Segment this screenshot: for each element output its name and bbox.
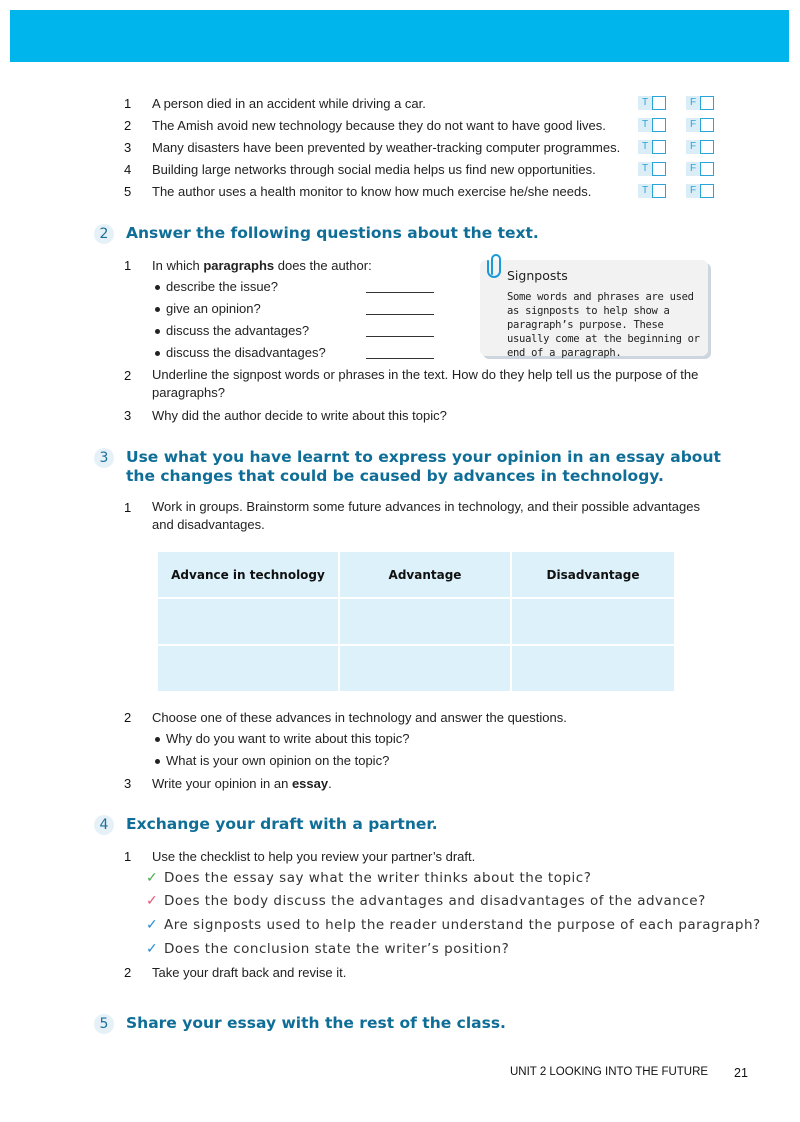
table-row (157, 598, 675, 645)
answer-blank[interactable] (366, 336, 434, 337)
tf-item-text: Many disasters have been prevented by weather-tracking computer programmes. (152, 140, 621, 155)
bullet-icon (155, 737, 160, 742)
tf-item-number: 1 (124, 96, 132, 111)
bullet-text: discuss the disadvantages? (166, 345, 326, 360)
false-checkbox[interactable]: F (686, 162, 716, 176)
section-heading: Exchange your draft with a partner. (126, 815, 438, 833)
tf-item-text: A person died in an accident while driving a car. (152, 96, 426, 111)
question-text: Why did the author decide to write about this topic? (152, 408, 447, 423)
table-cell[interactable] (157, 645, 339, 692)
question-text: Work in groups. Brainstorm some future advances in technology, and their possible advantages and disadvantages. (152, 499, 700, 532)
false-checkbox[interactable]: F (686, 118, 716, 132)
question-text: Underline the signpost words or phrases in the text. How do they help tell us the purpose of the paragraphs? (152, 367, 699, 400)
tf-item-text: The Amish avoid new technology because they do not want to have good lives. (152, 118, 606, 133)
page-number: 21 (734, 1066, 748, 1080)
section-heading: Use what you have learnt to express your opinion in an essay about the changes that could be caused by advances in technology. (126, 448, 721, 485)
checkmark-icon: ✓ (146, 892, 158, 908)
signposts-callout (480, 260, 708, 359)
question-number: 2 (124, 710, 132, 725)
paperclip-icon (486, 254, 504, 278)
bullet-text: describe the issue? (166, 279, 279, 294)
bullet-text: What is your own opinion on the topic? (166, 753, 390, 768)
tf-item-number: 2 (124, 118, 132, 133)
answer-blank[interactable] (366, 358, 434, 359)
table-row (157, 645, 675, 692)
table-header-row (157, 551, 675, 598)
question-text: Use the checklist to help you review your partner’s draft. (152, 849, 476, 864)
bullet-text: discuss the advantages? (166, 323, 310, 338)
table-cell[interactable] (157, 598, 339, 645)
question-number: 3 (124, 776, 132, 791)
table-cell[interactable] (339, 598, 511, 645)
true-checkbox[interactable]: T (638, 96, 668, 110)
question-text: Choose one of these advances in technology and answer the questions. (152, 710, 567, 725)
tf-item-number: 4 (124, 162, 132, 177)
section-heading: Answer the following questions about the text. (126, 224, 539, 242)
true-checkbox[interactable]: T (638, 162, 668, 176)
bullet-icon (155, 759, 160, 764)
bullet-icon (155, 307, 160, 312)
tf-item-number: 3 (124, 140, 132, 155)
callout-title: Signposts (507, 268, 568, 283)
table-cell[interactable] (339, 645, 511, 692)
true-checkbox[interactable]: T (638, 140, 668, 154)
footer-unit-title: UNIT 2 LOOKING INTO THE FUTURE (510, 1066, 709, 1078)
bullet-icon (155, 351, 160, 356)
question-number: 2 (124, 965, 132, 980)
table-cell[interactable] (511, 598, 675, 645)
checklist-item: Does the essay say what the writer thinks about the topic? (164, 870, 592, 886)
question-text: Take your draft back and revise it. (152, 965, 347, 980)
question-number: 3 (124, 408, 132, 423)
bullet-icon (155, 329, 160, 334)
question-number: 1 (124, 500, 132, 515)
question-number: 1 (124, 849, 132, 864)
tf-item-number: 5 (124, 184, 132, 199)
table-cell[interactable] (511, 645, 675, 692)
table-header-cell: Disadvantage (511, 551, 675, 598)
tf-item-text: The author uses a health monitor to know how much exercise he/she needs. (152, 184, 592, 199)
true-checkbox[interactable]: T (638, 118, 668, 132)
checklist-item: Does the body discuss the advantages and disadvantages of the advance? (164, 893, 706, 909)
section-number: 5 (94, 1014, 114, 1034)
false-checkbox[interactable]: F (686, 140, 716, 154)
question-number: 2 (124, 368, 132, 383)
question-number: 1 (124, 258, 132, 273)
true-checkbox[interactable]: T (638, 184, 668, 198)
answer-blank[interactable] (366, 292, 434, 293)
checkmark-icon: ✓ (146, 869, 158, 885)
brainstorm-table (156, 550, 676, 693)
table-header-cell: Advance in technology (157, 551, 339, 598)
callout-body: Some words and phrases are used as signposts to help show a paragraph’s purpose. These usually come at the beginning or end of a paragraph. (507, 291, 700, 359)
false-checkbox[interactable]: F (686, 96, 716, 110)
top-banner (10, 10, 789, 62)
table-header-cell: Advantage (339, 551, 511, 598)
checkmark-icon: ✓ (146, 940, 158, 956)
question-text: Write your opinion in an essay. (152, 776, 332, 791)
answer-blank[interactable] (366, 314, 434, 315)
checklist-item: Does the conclusion state the writer’s position? (164, 941, 510, 957)
section-number: 3 (94, 448, 114, 468)
bullet-text: give an opinion? (166, 301, 261, 316)
section-heading: Share your essay with the rest of the class. (126, 1014, 506, 1032)
checklist-item: Are signposts used to help the reader understand the purpose of each paragraph? (164, 917, 761, 933)
bullet-text: Why do you want to write about this topic? (166, 731, 410, 746)
false-checkbox[interactable]: F (686, 184, 716, 198)
bullet-icon (155, 285, 160, 290)
section-number: 2 (94, 224, 114, 244)
tf-item-text: Building large networks through social media helps us find new opportunities. (152, 162, 596, 177)
section-number: 4 (94, 815, 114, 835)
checkmark-icon: ✓ (146, 916, 158, 932)
question-text: In which paragraphs does the author: (152, 258, 372, 273)
